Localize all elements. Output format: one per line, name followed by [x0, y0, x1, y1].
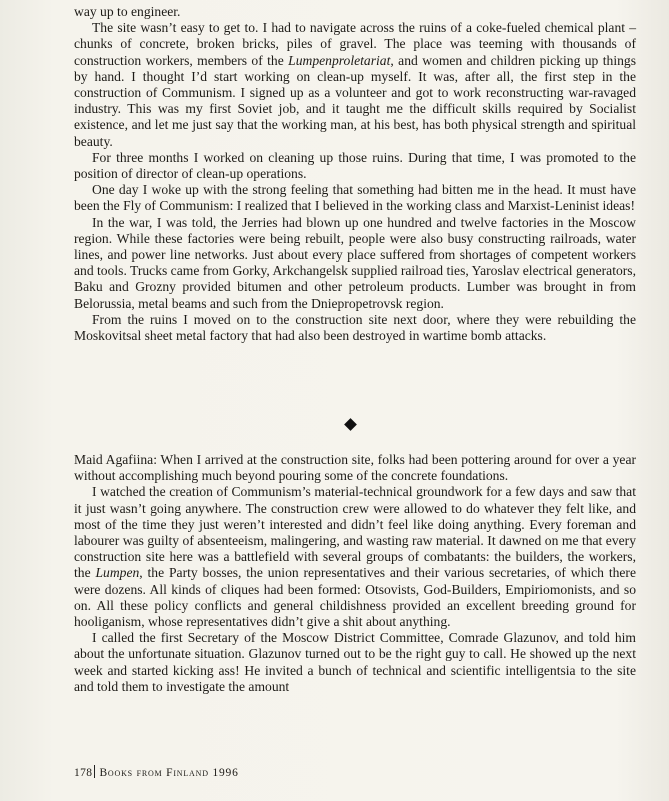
paragraph: Maid Agafiina: When I arrived at the construction site, folks had been pottering around for over a year without accomplishing much beyond pouring some of the concrete foundations.	[74, 452, 636, 484]
text-run: , and women and children picking up things by hand. I thought I’d start working on clean-up myself. It was, after all, the first step in the construction of Communism. I signed up as a volunteer and got to work reconstructing war-ravaged industry. This was my first Soviet job, and it taught me the difficult skills required by Socialist existence, and let me just say that the working man, at his best, has both physical strength and spiritual beauty.	[74, 52, 636, 149]
paragraph: In the war, I was told, the Jerries had blown up one hundred and twelve factories in the Moscow region. While these factories were being rebuilt, people were also busy constructing railroads, water lines, and power line networks. Just about every place suffered from shortages of competent workers and tools. Trucks came from Gorky, Arkchangelsk supplied railroad ties, Yaroslav electrical generators, Baku and Grozny provided bitumen and other petroleum products. Lumber was brought in from Belorussia, metal beams and such from the Dniepropetrovsk region.	[74, 214, 636, 311]
page-footer	[74, 765, 239, 779]
paragraph	[74, 20, 636, 150]
paragraph: For three months I worked on cleaning up those ruins. During that time, I was promoted to the position of director of clean-up operations.	[74, 149, 636, 182]
paragraph: I called the first Secretary of the Moscow District Committee, Comrade Glazunov, and told him about the unfortunate situation. Glazunov turned out to be the right guy to call. He showed up the next week and started kicking ass! He invited a bunch of technical and scientific intelligentsia to the site and told them to investigate the amount	[74, 630, 636, 694]
paragraph: From the ruins I moved on to the construction site next door, where they were rebuilding the Moskovitsal sheet metal factory that had also been destroyed in wartime bomb attacks.	[74, 311, 636, 344]
page-number: 178	[74, 767, 93, 779]
text-run: , the Party bosses, the union representatives and their various secretaries, of which there were dozens. All kinds of cliques had been formed: Otsovists, God-Builders, Empiriomonists, and so on. All these policy conflicts and general childishness provided an excellent breeding ground for hooliganism, whose representatives didn’t give a shit about anything.	[74, 565, 636, 630]
paragraph: One day I woke up with the strong feeling that something had bitten me in the head. It must have been the Fly of Communism: I realized that I believed in the working class and Marxist-Leninist ideas!	[74, 182, 636, 214]
publication-title: Books from Finland 1996	[99, 767, 239, 779]
paragraph	[74, 484, 636, 630]
upper-text-section	[74, 4, 636, 344]
paragraph: way up to engineer.	[74, 4, 181, 19]
italic-term: Lumpen	[95, 565, 140, 581]
text-run: I watched the creation of Communism’s material-technical groundwork for a few days and saw that it just wasn’t going anywhere. The construction crew were allowed to do whatever they felt like, and most of the time they just weren’t interested and didn’t feel like doing anything. Every foreman and labourer was guilty of absenteeism, malingering, and wasting raw material. It dawned on me that every construction site here was a battlefield with several groups of combatants: the builders, the workers, the	[74, 484, 636, 581]
text-run: The site wasn’t easy to get to. I had to navigate across the ruins of a coke-fueled chemical plant – chunks of concrete, broken bricks, piles of gravel. The place was teeming with thousands of construction workers, members of the	[74, 20, 636, 68]
diamond-icon	[344, 418, 357, 431]
footer-divider	[94, 765, 95, 778]
lower-text-section	[74, 452, 636, 695]
italic-term: Lumpenproletariat	[288, 52, 391, 68]
